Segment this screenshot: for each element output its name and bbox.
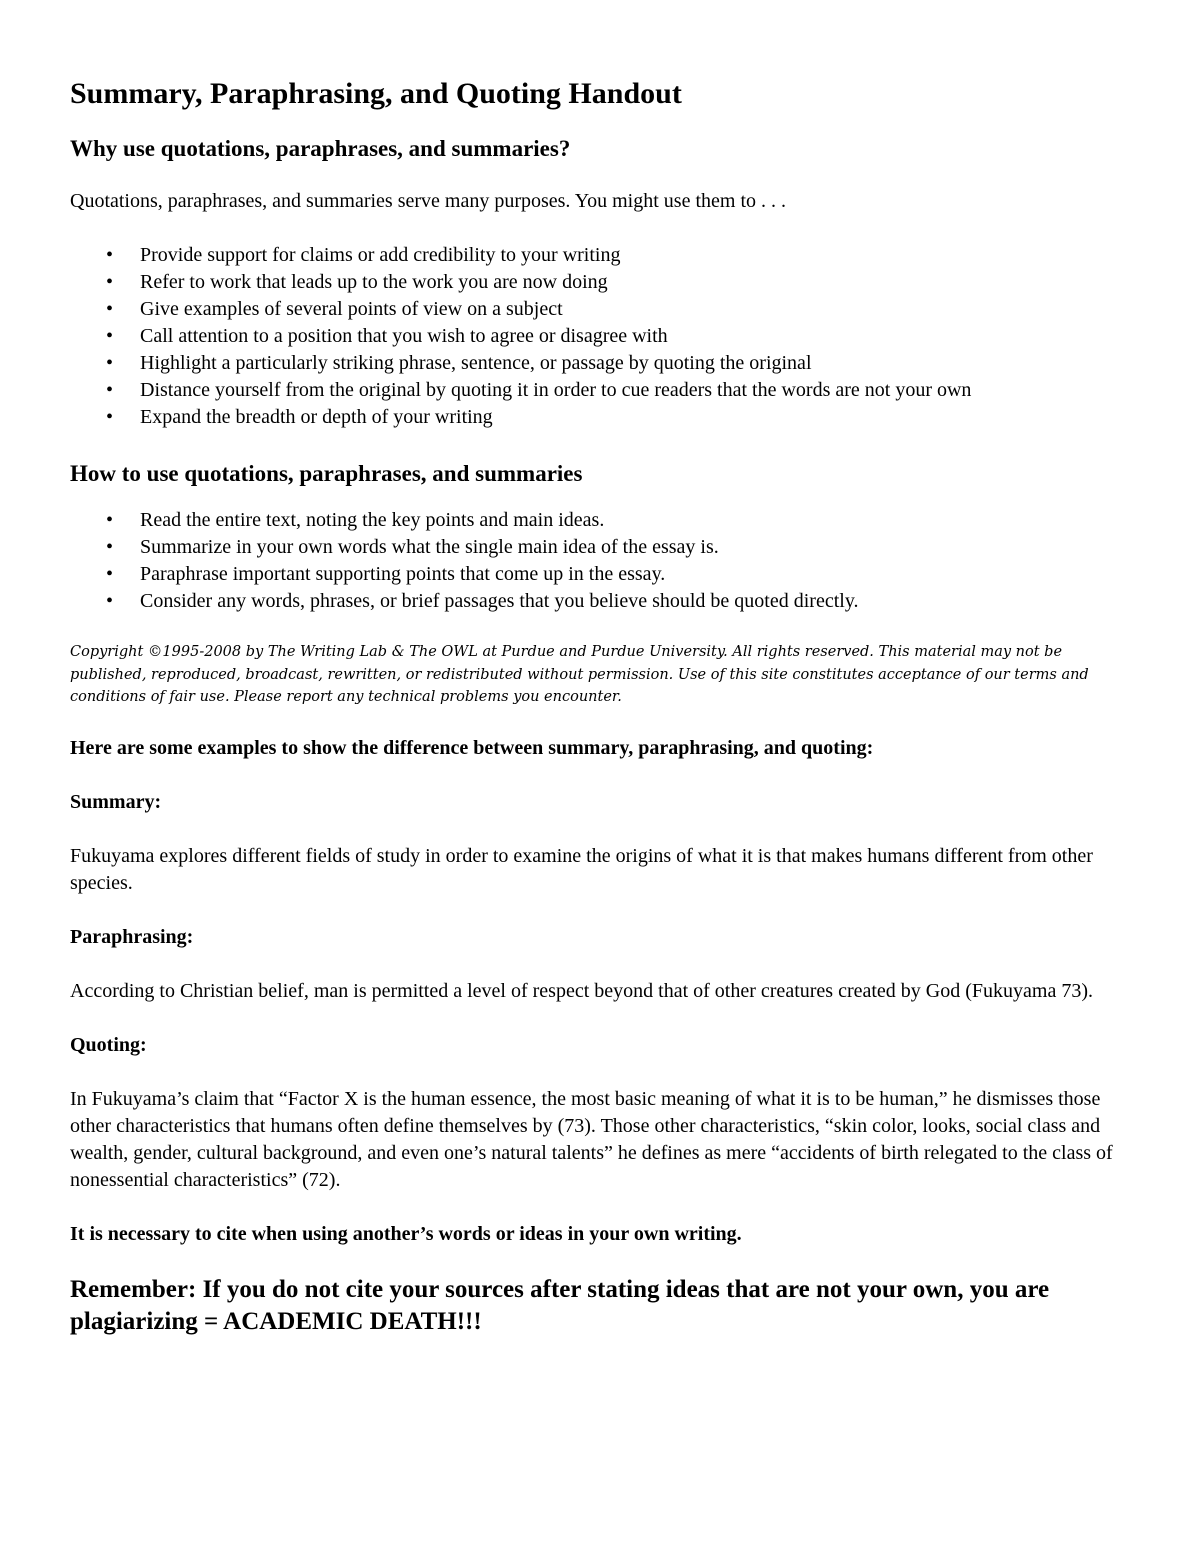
- cite-note: It is necessary to cite when using another’s words or ideas in your own writing.: [70, 1222, 742, 1245]
- handout-page: [70, 70, 1130, 1338]
- bullet-icon: •: [106, 536, 114, 558]
- bullet-icon: •: [106, 325, 114, 347]
- bullet-icon: •: [106, 298, 114, 320]
- quoting-label: Quoting:: [70, 1033, 147, 1056]
- page-title: Summary, Paraphrasing, and Quoting Handout: [70, 77, 682, 110]
- bullet-icon: •: [106, 244, 114, 266]
- section-why-heading: Why use quotations, paraphrases, and summaries?: [70, 136, 571, 161]
- bullet-icon: •: [106, 509, 114, 531]
- list-item-text: Refer to work that leads up to the work you are now doing: [140, 271, 608, 293]
- bullet-icon: •: [106, 271, 114, 293]
- list-item-text: Distance yourself from the original by quoting it in order to cue readers that the words are not your own: [140, 379, 972, 401]
- how-to-use-list: [70, 507, 1130, 615]
- examples-intro: Here are some examples to show the difference between summary, paraphrasing, and quoting:: [70, 736, 874, 759]
- list-item: [70, 588, 1130, 615]
- bullet-icon: •: [106, 563, 114, 585]
- list-item-text: Provide support for claims or add credibility to your writing: [140, 244, 621, 266]
- list-item: [70, 404, 1130, 431]
- summary-label: Summary:: [70, 790, 162, 813]
- list-item: [70, 377, 1130, 404]
- list-item-text: Paraphrase important supporting points that come up in the essay.: [140, 563, 666, 585]
- bullet-icon: •: [106, 352, 114, 374]
- remember-warning: Remember: If you do not cite your sources after stating ideas that are not your own, you are plagiarizing = ACADEMIC DEATH!!!: [70, 1275, 1050, 1335]
- list-item-text: Give examples of several points of view on a subject: [140, 298, 563, 320]
- list-item-text: Call attention to a position that you wish to agree or disagree with: [140, 325, 668, 347]
- list-item-text: Highlight a particularly striking phrase, sentence, or passage by quoting the original: [140, 352, 812, 374]
- paraphrasing-example: According to Christian belief, man is permitted a level of respect beyond that of other creatures created by God (Fukuyama 73).: [70, 979, 1093, 1002]
- list-item: [70, 269, 1130, 296]
- list-item-text: Summarize in your own words what the single main idea of the essay is.: [140, 536, 719, 558]
- list-item: [70, 242, 1130, 269]
- list-item: [70, 507, 1130, 534]
- section-why-intro: Quotations, paraphrases, and summaries serve many purposes. You might use them to . . .: [70, 190, 787, 212]
- why-use-list: [70, 242, 1130, 431]
- list-item-text: Read the entire text, noting the key points and main ideas.: [140, 509, 605, 531]
- quoting-example: In Fukuyama’s claim that “Factor X is the human essence, the most basic meaning of what it is to be human,” he dismisses those other characteristics that humans often define themselves by (73). Those other characteristics, “skin color, looks, social class and wealth, gender, cultural background, and even one’s natural talents” he defines as mere “accidents of birth relegated to the class of nonessential characteristics” (72).: [70, 1087, 1113, 1191]
- list-item: [70, 296, 1130, 323]
- list-item: [70, 350, 1130, 377]
- copyright-notice: Copyright ©1995-2008 by The Writing Lab & The OWL at Purdue and Purdue University. All rights reserved. This material may not be published, reproduced, broadcast, rewritten, or redistributed without permission. Use of this site constitutes acceptance of our terms and conditions of fair use. Please report any technical problems you encounter.: [70, 644, 1089, 705]
- list-item: [70, 534, 1130, 561]
- bullet-icon: •: [106, 379, 114, 401]
- list-item-text: Expand the breadth or depth of your writing: [140, 406, 493, 428]
- list-item-text: Consider any words, phrases, or brief passages that you believe should be quoted directly.: [140, 590, 859, 612]
- list-item: [70, 561, 1130, 588]
- summary-example: Fukuyama explores different fields of study in order to examine the origins of what it is that makes humans different from other species.: [70, 844, 1093, 894]
- list-item: [70, 323, 1130, 350]
- bullet-icon: •: [106, 406, 114, 428]
- section-how-heading: How to use quotations, paraphrases, and summaries: [70, 461, 583, 486]
- paraphrasing-label: Paraphrasing:: [70, 925, 194, 948]
- bullet-icon: •: [106, 590, 114, 612]
